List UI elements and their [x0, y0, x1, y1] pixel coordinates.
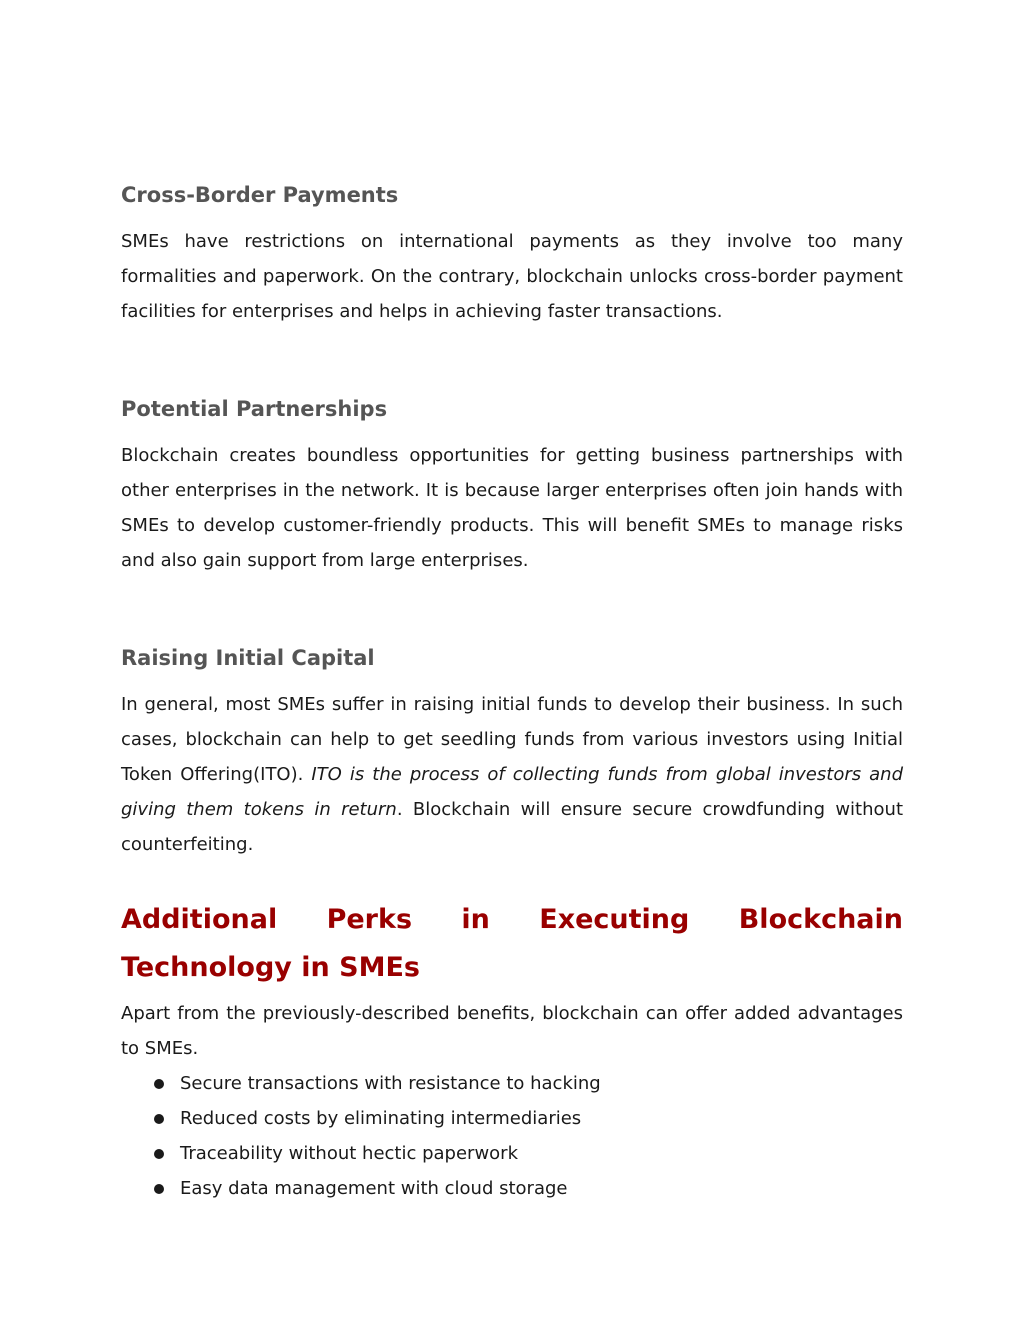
- section-body-cross-border-payments: SMEs have restrictions on international payments as they involve too many formalities and paperwork. On the contrary, blockchain unlocks cross-border payment facilities for enterprises and helps in achieving faster transactions.: [121, 231, 903, 322]
- section-heading-cross-border-payments: Cross-Border Payments: [121, 183, 399, 207]
- list-item: [121, 1136, 903, 1171]
- section-heading-potential-partnerships: Potential Partnerships: [121, 397, 388, 421]
- ito-definition-italic: ITO is the process of collecting funds from global investors and giving them tokens in return: [121, 764, 903, 820]
- bullet-icon: [154, 1149, 164, 1159]
- body-text-start: In general, most SMEs suffer in raising initial funds to develop their business. In such cases, blockchain can help to get seedling funds from various investors using Initial Token Offering(ITO).: [121, 694, 903, 785]
- list-item-text: Traceability without hectic paperwork: [180, 1143, 519, 1164]
- section-heading-raising-initial-capital: Raising Initial Capital: [121, 646, 375, 670]
- list-item: [121, 1171, 903, 1206]
- list-item: [121, 1066, 903, 1101]
- list-item-text: Reduced costs by eliminating intermediaries: [180, 1108, 582, 1129]
- list-item-text: Secure transactions with resistance to hacking: [180, 1073, 601, 1094]
- body-text-end: . Blockchain will ensure secure crowdfunding without counterfeiting.: [121, 799, 904, 855]
- perks-heading: Additional Perks in Executing Blockchain Technology in SMEs: [121, 904, 903, 983]
- bullet-icon: [154, 1114, 164, 1124]
- section-body-potential-partnerships: Blockchain creates boundless opportunities for getting business partnerships with other enterprises in the network. It is because larger enterprises often join hands with SMEs to develop customer-friendly products. This will benefit SMEs to manage risks and also gain support from large enterprises.: [121, 445, 903, 571]
- section-body-raising-initial-capital: [121, 687, 903, 862]
- bullet-icon: [154, 1079, 164, 1089]
- perks-list: [121, 1066, 903, 1206]
- list-item-text: Easy data management with cloud storage: [180, 1178, 568, 1199]
- bullet-icon: [154, 1184, 164, 1194]
- list-item: [121, 1101, 903, 1136]
- perks-intro: Apart from the previously-described benefits, blockchain can offer added advantages to SMEs.: [121, 1003, 903, 1059]
